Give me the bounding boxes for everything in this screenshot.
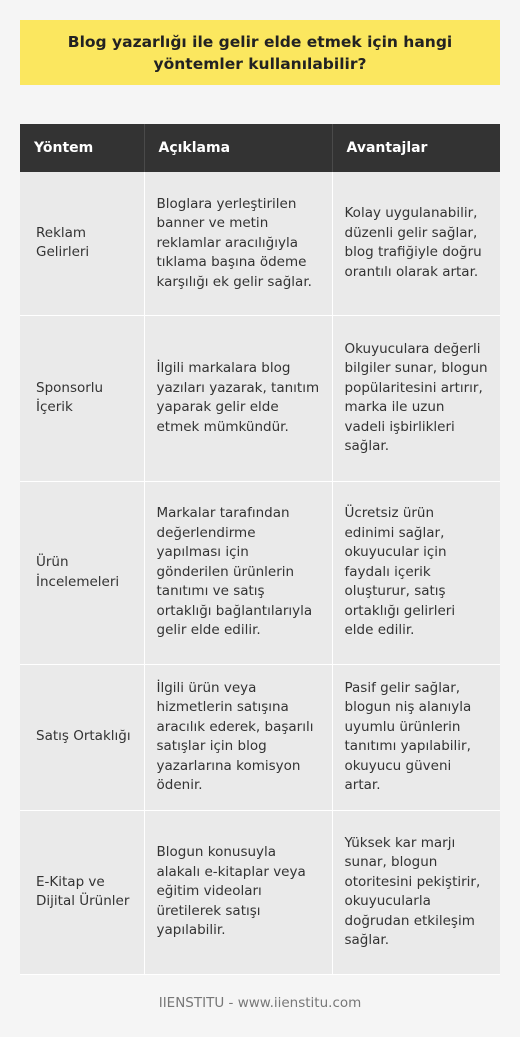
cell-method: Sponsorlu İçerik [20,315,144,481]
table-row [20,664,500,810]
cell-advantages: Yüksek kar marjı sunar, blogun otoritesini pekiştirir, okuyucularla doğrudan etkileşim sağlar. [332,810,500,974]
cell-description: Blogun konusuyla alakalı e-kitaplar veya eğitim videoları üretilerek satışı yapılabilir. [144,810,332,974]
cell-advantages: Pasif gelir sağlar, blogun niş alanıyla uyumlu ürünlerin tanıtımı yapılabilir, okuyucu güveni artar. [332,664,500,810]
table-header-row [20,124,500,172]
header-description: Açıklama [144,124,332,172]
cell-advantages: Ücretsiz ürün edinimi sağlar, okuyucular için faydalı içerik oluşturur, satış ortaklığı gelirleri elde edilir. [332,481,500,664]
cell-description: İlgili markalara blog yazıları yazarak, tanıtım yaparak gelir elde etmek mümkündür. [144,315,332,481]
cell-description: Markalar tarafından değerlendirme yapılması için gönderilen ürünlerin tanıtımı ve satış ortaklığı bağlantılarıyla gelir elde edilir. [144,481,332,664]
page-title: Blog yazarlığı ile gelir elde etmek için hangi yöntemler kullanılabilir? [67,32,453,73]
header-advantages: Avantajlar [332,124,500,172]
table-row [20,481,500,664]
cell-method: Reklam Gelirleri [20,172,144,315]
cell-description: İlgili ürün veya hizmetlerin satışına aracılık ederek, başarılı satışlar için blog yazarlarına komisyon ödenir. [144,664,332,810]
cell-advantages: Okuyuculara değerli bilgiler sunar, blogun popülaritesini artırır, marka ile uzun vadeli işbirlikleri sağlar. [332,315,500,481]
table-row [20,315,500,481]
footer-credit: IIENSTITU - www.iienstitu.com [158,995,362,1011]
methods-table [20,124,500,975]
cell-method: E-Kitap ve Dijital Ürünler [20,810,144,974]
title-banner [20,20,500,85]
cell-method: Satış Ortaklığı [20,664,144,810]
table-row [20,172,500,315]
cell-description: Bloglara yerleştirilen banner ve metin reklamlar aracılığıyla tıklama başına ödeme karşılığı ek gelir sağlar. [144,172,332,315]
table-row [20,810,500,974]
cell-method: Ürün İncelemeleri [20,481,144,664]
header-method: Yöntem [20,124,144,172]
cell-advantages: Kolay uygulanabilir, düzenli gelir sağlar, blog trafiğiyle doğru orantılı olarak artar. [332,172,500,315]
